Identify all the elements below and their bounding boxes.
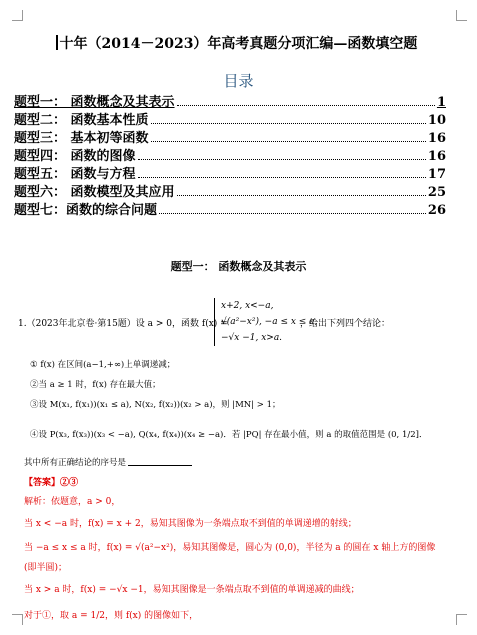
page-corner-mark (12, 10, 23, 21)
toc-leader (159, 213, 426, 214)
section-title: 题型一： 函数概念及其表示 (170, 260, 307, 273)
question-stem: 1.（2023年北京卷·第15题）设 a > 0，函数 f(x) = (18, 319, 228, 329)
toc-page: 10 (427, 113, 446, 128)
option-1: ① f(x) 在区间(a−1,+∞)上单调递减； (30, 360, 176, 370)
solution-line: 当 x > a 时，f(x) = −√x −1，易知其图像是一条端点取不到值的单调递减的曲线； (24, 585, 360, 595)
solution-line: 当 −a ≤ x ≤ a 时，f(x) = √(a²−x²)，易知其图像是，圆心为 (0,0)，半径为 a 的圆在 x 轴上方的图像 (24, 543, 436, 553)
toc-link-type-6[interactable] (14, 182, 446, 200)
toc-label: 题型一： 函数概念及其表示 (14, 95, 175, 110)
toc-page: 1 (436, 95, 446, 110)
toc-page: 16 (427, 149, 446, 164)
solution-line: 对于①，取 a = 1/2，则 f(x) 的图像如下， (24, 611, 199, 621)
toc-link-type-1[interactable] (14, 92, 446, 110)
text-cursor (56, 35, 58, 50)
solution-line: 解析：依题意，a > 0， (24, 497, 121, 507)
option-2: ②当 a ≥ 1 时，f(x) 存在最大值； (30, 380, 161, 390)
page-corner-mark (456, 614, 467, 625)
table-of-contents (14, 92, 446, 218)
toc-leader (177, 105, 435, 106)
document-title (56, 33, 417, 53)
toc-label: 题型三： 基本初等函数 (14, 131, 149, 146)
question-stem-tail: ，给出下列四个结论： (300, 319, 391, 329)
page-corner-mark (456, 10, 467, 21)
toc-link-type-2[interactable] (14, 110, 446, 128)
fill-blank-prompt (24, 456, 192, 468)
toc-leader (138, 177, 426, 178)
toc-label: 题型五： 函数与方程 (14, 167, 136, 182)
piecewise-case: √(a²−x²), −a ≤ x ≤ a, (221, 317, 318, 327)
toc-page: 25 (427, 185, 446, 200)
toc-leader (151, 141, 426, 142)
toc-label: 题型二： 函数基本性质 (14, 113, 149, 128)
toc-link-type-7[interactable] (14, 200, 446, 218)
page-corner-mark (12, 614, 23, 625)
toc-page: 16 (427, 131, 446, 146)
toc-page: 17 (427, 167, 446, 182)
toc-link-type-5[interactable] (14, 164, 446, 182)
toc-label: 题型六： 函数模型及其应用 (14, 185, 175, 200)
option-3: ③设 M(x₁, f(x₁))(x₁ ≤ a), N(x₂, f(x₂))(x₂ > a)，则 |MN| > 1； (30, 400, 281, 410)
piecewise-case: −√x −1, x>a. (221, 333, 283, 343)
toc-heading: 目录 (223, 72, 254, 90)
toc-leader (138, 159, 426, 160)
answer-blank (128, 465, 192, 466)
document-title-text: 十年（2014－2023）年高考真题分项汇编—函数填空题 (59, 36, 418, 52)
toc-label: 题型七：函数的综合问题 (14, 203, 158, 218)
solution-line: 当 x < −a 时，f(x) = x + 2，易知其图像为一条端点取不到值的单调递增的射线； (24, 519, 357, 529)
answer-line (24, 475, 78, 488)
answer-label: 【答案】 (24, 478, 61, 488)
solution-line: (即半圆)； (24, 563, 68, 573)
piecewise-case: x+2, x<−a, (221, 301, 274, 311)
toc-leader (177, 195, 426, 196)
toc-link-type-4[interactable] (14, 146, 446, 164)
toc-leader (151, 123, 426, 124)
toc-label: 题型四： 函数的图像 (14, 149, 136, 164)
option-4: ④设 P(x₃, f(x₃))(x₃ < −a), Q(x₄, f(x₄))(x₄ ≥ −a)．若 |PQ| 存在最小值，则 a 的取值范围是 (0, 1/2]． (30, 430, 428, 440)
prompt-text: 其中所有正确结论的序号是 (24, 458, 127, 468)
toc-link-type-3[interactable] (14, 128, 446, 146)
toc-page: 26 (427, 203, 446, 218)
answer-value: ②③ (60, 478, 79, 488)
